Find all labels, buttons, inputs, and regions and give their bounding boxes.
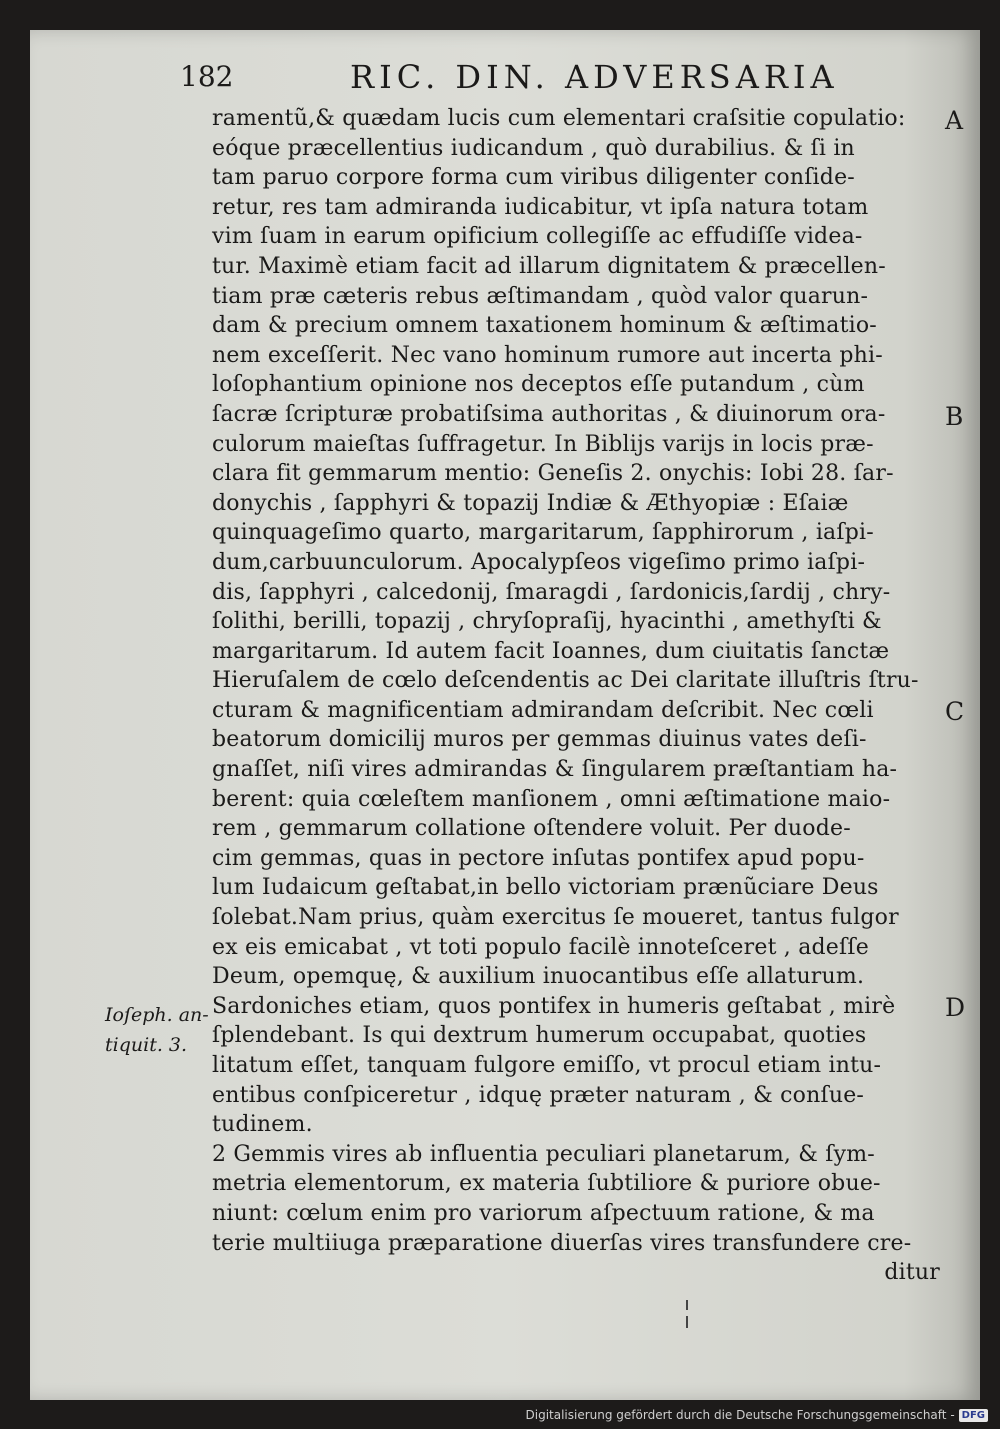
text-line: ſplendebant. Is qui dextrum humerum occupabat, quoties [212,1023,867,1049]
text-line: retur, res tam admiranda iudicabitur, vt ipſa natura totam [212,194,869,220]
text-line: berent: quia cœleſtem manſionem , omni æſtimatione maio- [212,786,891,812]
text-line: eóque præcellentius iudicandum , quò durabilius. & ſi in [212,135,855,161]
text-line: cim gemmas, quas in pectore inſutas pontifex apud popu- [212,845,865,871]
text-line: vim ſuam in earum opificium collegiſſe ac effudiſſe videa- [212,224,863,250]
text-line: tur. Maximè etiam facit ad illarum dignitatem & præcellen- [212,253,886,279]
text-line: culorum maieſtas ſuffragetur. In Biblijs varijs in locis præ- [212,431,874,457]
body-text [212,104,952,1288]
text-line: lum Iudaicum geſtabat,in bello victoriam prænũciare Deus [212,875,879,901]
text-line: ſolithi, berilli, topazij , chryſopraſij, hyacinthi , amethyſti & [212,609,882,635]
digitization-footer [526,1405,989,1425]
margin-note [105,1000,209,1060]
section-marker-a: A [945,106,964,135]
text-line: Sardoniches etiam, quos pontifex in humeris geſtabat , mirè [212,993,896,1019]
page-header [180,58,940,98]
text-line: ſolebat.Nam prius, quàm exercitus ſe moueret, tantus fulgor [212,905,899,931]
section-marker-d: D [945,993,966,1022]
text-line: tudinem. [212,1112,313,1138]
text-line: Hieruſalem de cœlo deſcendentis ac Dei claritate illuſtris ſtru- [212,668,919,694]
text-line: Deum, opemquę, & auxilium inuocantibus eſſe allaturum. [212,964,865,990]
text-line: tiam præ cæteris rebus æſtimandam , quòd valor quarun- [212,283,869,309]
dfg-logo-icon: DFG [959,1409,988,1422]
text-line: 2 Gemmis vires ab influentia peculiari planetarum, & ſym- [212,1141,875,1167]
margin-note-line: Ioſeph. an- [105,1004,209,1026]
text-line: cturam & magnificentiam admirandam deſcribit. Nec cœli [212,697,874,723]
text-line: loſophantium opinione nos deceptos eſſe putandum , cùm [212,372,865,398]
catchword: ditur [884,1260,940,1286]
footer-text: Digitalisierung gefördert durch die Deutsche Forschungsgemeinschaft - [525,1408,955,1422]
text-line: terie multiiuga præparatione diuerſas vires transfundere cre- [212,1230,912,1256]
text-line: metria elementorum, ex materia ſubtiliore & puriore obue- [212,1171,881,1197]
print-mark [686,1316,688,1328]
text-line: dum,carbuunculorum. Apocalypſeos vigeſimo primo iaſpi- [212,549,866,575]
text-line: dam & precium omnem taxationem hominum & æſtimatio- [212,313,877,339]
text-line: entibus conſpiceretur , idquę præter naturam , & conſue- [212,1082,865,1108]
section-marker-b: B [945,402,964,431]
text-line: niunt: cœlum enim pro variorum aſpectuum ratione, & ma [212,1200,875,1226]
section-marker-c: C [945,697,965,726]
text-line: beatorum domicilij muros per gemmas diuinus vates deſi- [212,727,867,753]
running-title: RIC. DIN. ADVERSARIA [350,58,839,96]
text-line: rem , gemmarum collatione oſtendere voluit. Per duode- [212,816,851,842]
margin-note-line: tiquit. 3. [105,1034,188,1056]
text-line: ſacræ ſcripturæ probatiſsima authoritas , & diuinorum ora- [212,401,886,427]
text-line: quinquageſimo quarto, margaritarum, ſapphirorum , iaſpi- [212,520,874,546]
text-line: ex eis emicabat , vt toti populo facilè innoteſceret , adeſſe [212,934,869,960]
text-line: litatum eſſet, tanquam fulgore emiſſo, vt procul etiam intu- [212,1053,882,1078]
text-line: gnaſſet, niſi vires admirandas & ſingularem præſtantiam ha- [212,757,898,783]
text-line: margaritarum. Id autem facit Ioannes, dum ciuitatis ſanctæ [212,638,890,664]
text-line: ramentũ,& quædam lucis cum elementari craſsitie copulatio: [212,106,906,131]
page-number: 182 [180,60,234,93]
text-line: tam paruo corpore forma cum viribus diligenter conſide- [212,165,855,191]
print-mark [686,1300,688,1310]
text-line: nem exceſſerit. Nec vano hominum rumore aut incerta phi- [212,342,883,368]
text-line: dis, ſapphyri , calcedonij, ſmaragdi , ſardonicis,ſardij , chry- [212,579,891,605]
text-line: donychis , ſapphyri & topazij Indiæ & Æthyopiæ : Eſaiæ [212,490,849,516]
text-line: clara fit gemmarum mentio: Geneſis 2. onychis: Iobi 28. ſar- [212,461,894,487]
